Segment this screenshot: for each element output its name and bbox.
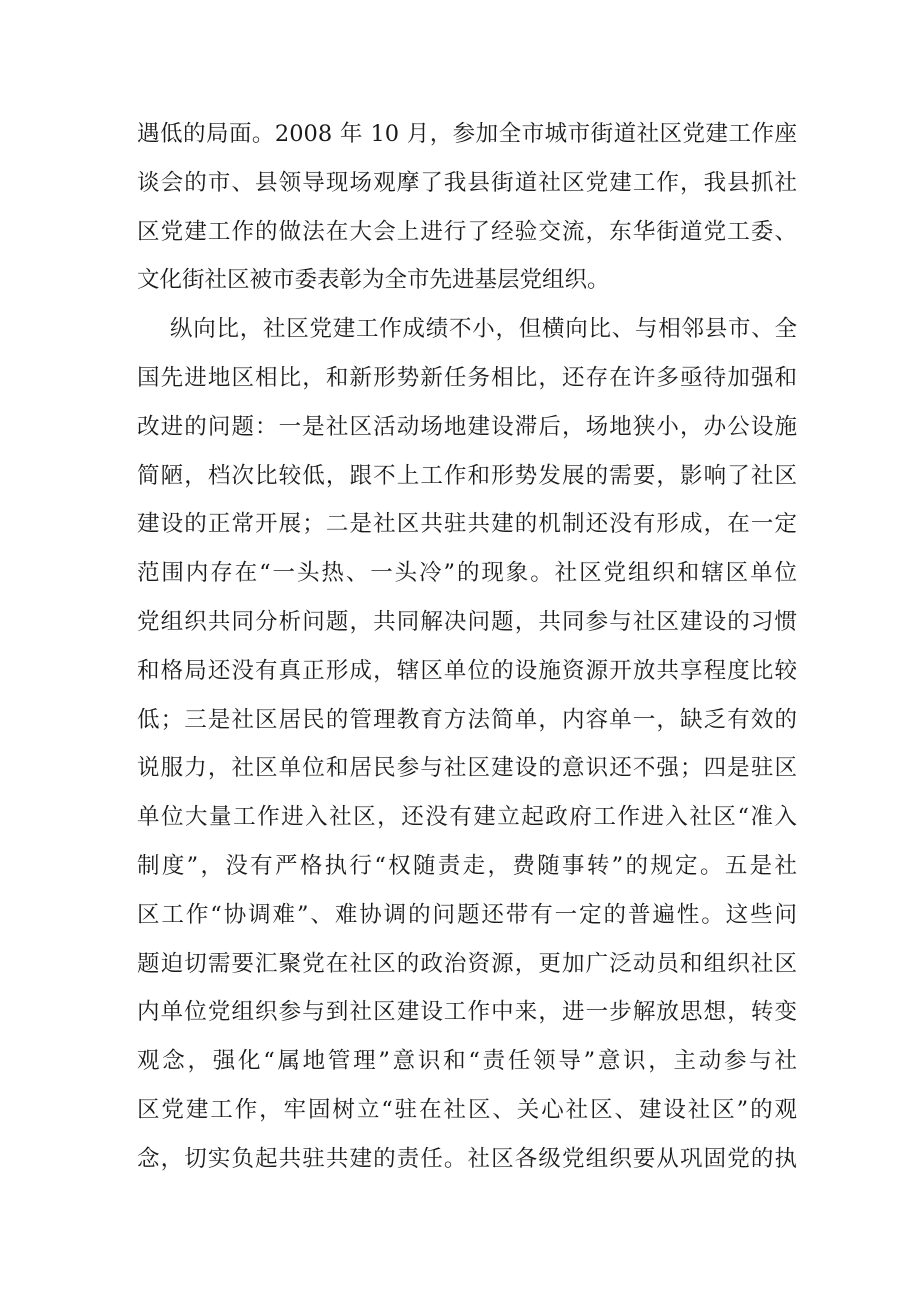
text-line: 文化街社区被市委表彰为全市先进基层党组织。 — [137, 267, 610, 294]
text-line: 念，切实负起共驻共建的责任。社区各级党组织要从巩固党的执 — [137, 1145, 797, 1172]
text-line: 观念，强化“属地管理”意识和“责任领导”意识，主动参与社 — [137, 1048, 797, 1075]
text-line: 区党建工作，牢固树立“驻在社区、关心社区、建设社区”的观 — [137, 1096, 797, 1123]
text-line: 和格局还没有真正形成，辖区单位的设施资源开放共享程度比较 — [137, 657, 797, 684]
text-line: 内单位党组织参与到社区建设工作中来，进一步解放思想，转变 — [137, 999, 797, 1026]
body-text — [137, 110, 797, 1184]
text-line: 改进的问题：一是社区活动场地建设滞后，场地狭小，办公设施 — [137, 413, 797, 440]
text-line: 题迫切需要汇聚党在社区的政治资源，更加广泛动员和组织社区 — [137, 950, 797, 977]
text-line: 简陋，档次比较低，跟不上工作和形势发展的需要，影响了社区 — [137, 462, 797, 489]
text-line: 谈会的市、县领导现场观摩了我县街道社区党建工作，我县抓社 — [137, 169, 797, 196]
text-line: 纵向比，社区党建工作成绩不小，但横向比、与相邻县市、全 — [170, 316, 797, 343]
text-line: 党组织共同分析问题，共同解决问题，共同参与社区建设的习惯 — [137, 608, 797, 635]
text-line: 遇低的局面。2008 年 10 月，参加全市城市街道社区党建工作座 — [137, 121, 797, 147]
text-line: 制度”，没有严格执行“权随责走，费随事转”的规定。五是社 — [137, 852, 797, 879]
text-line: 说服力，社区单位和居民参与社区建设的意识还不强；四是驻区 — [137, 755, 797, 782]
text-line: 低；三是社区居民的管理教育方法简单，内容单一，缺乏有效的 — [137, 706, 797, 733]
text-line: 单位大量工作进入社区，还没有建立起政府工作进入社区“准入 — [137, 804, 797, 831]
text-line: 范围内存在“一头热、一头冷”的现象。社区党组织和辖区单位 — [137, 560, 797, 587]
text-line: 区党建工作的做法在大会上进行了经验交流，东华街道党工委、 — [137, 218, 797, 245]
text-line: 区工作“协调难”、难协调的问题还带有一定的普遍性。这些问 — [137, 901, 797, 928]
text-line: 建设的正常开展；二是社区共驻共建的机制还没有形成，在一定 — [137, 511, 797, 538]
text-line: 国先进地区相比，和新形势新任务相比，还存在许多亟待加强和 — [137, 364, 797, 391]
